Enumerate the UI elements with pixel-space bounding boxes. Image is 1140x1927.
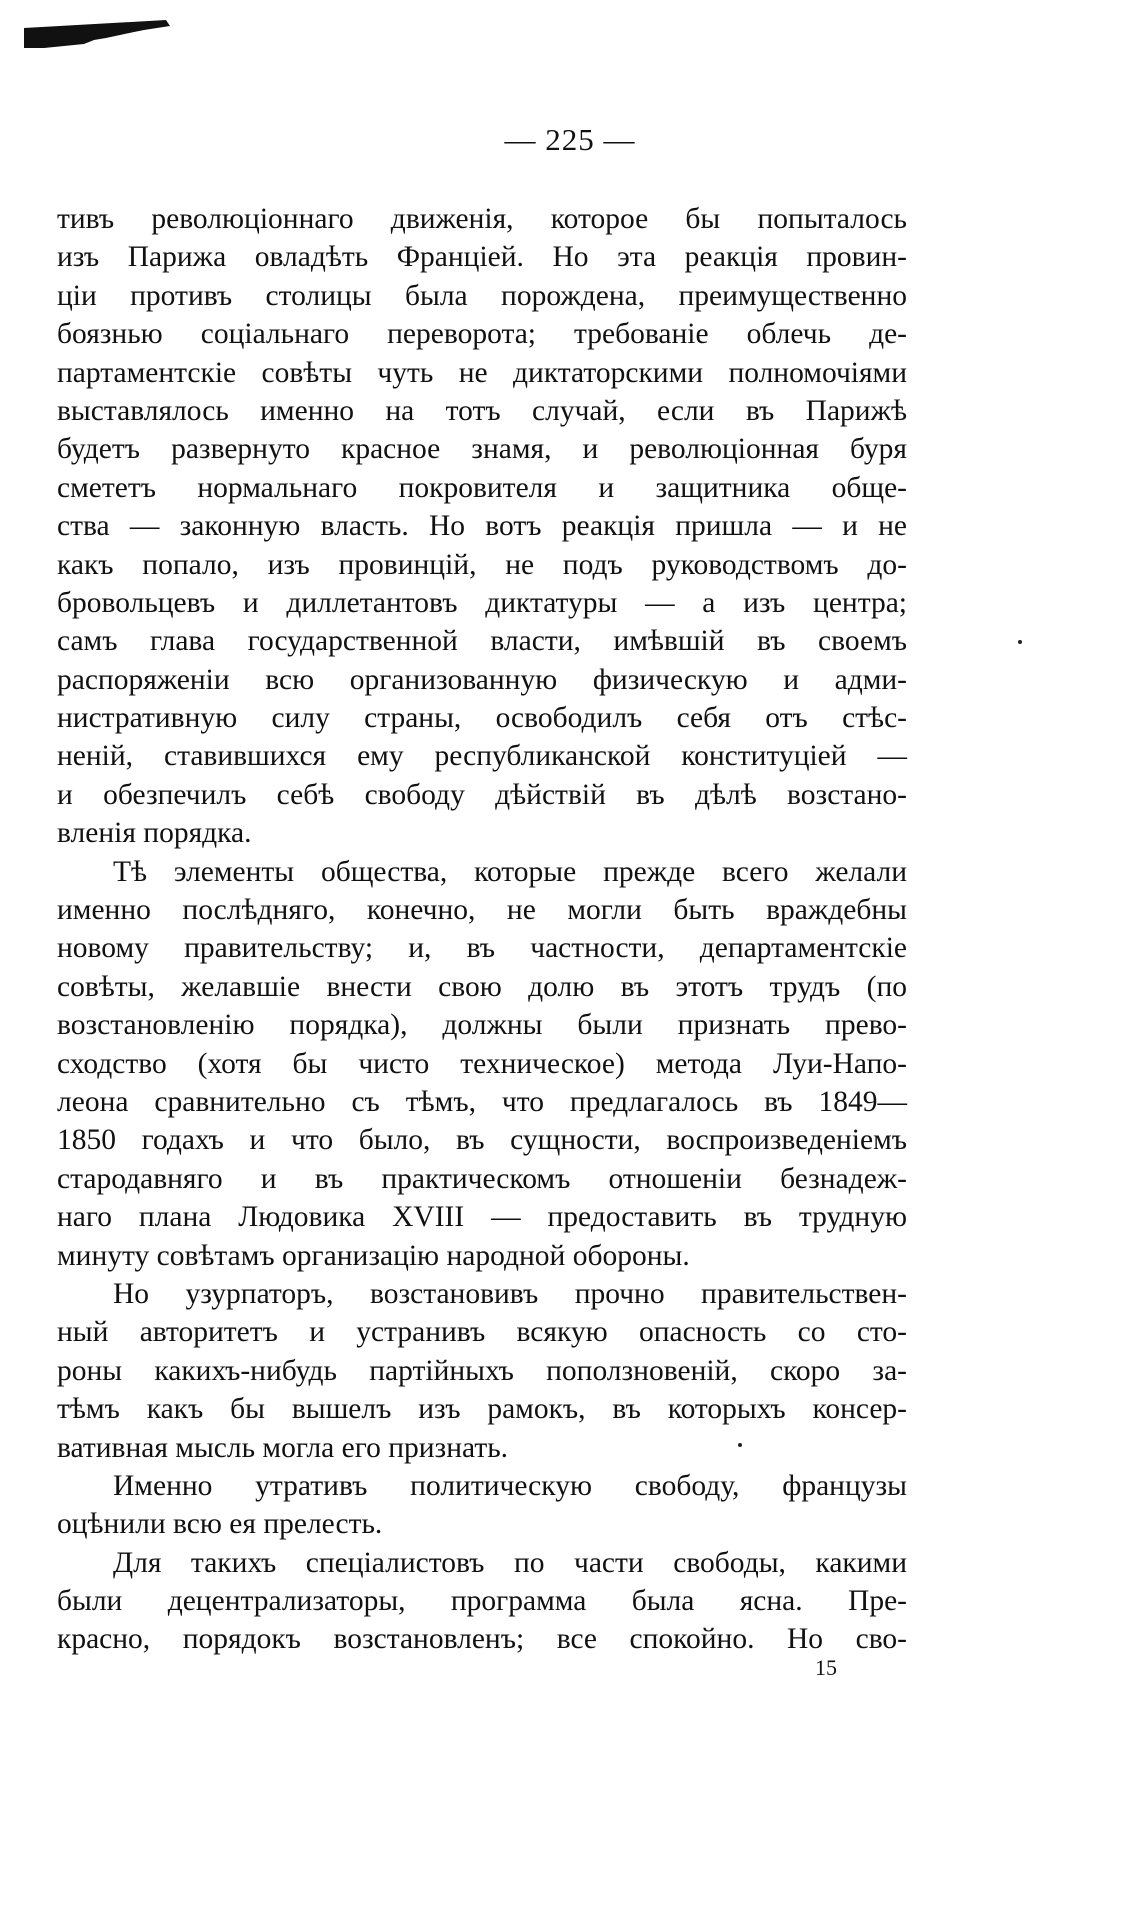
text-line: ный авторитетъ и устранивъ всякую опасность со сто- — [57, 1316, 907, 1349]
body-text — [57, 200, 907, 1659]
text-line: ціи противъ столицы была порождена, преимущественно — [57, 279, 907, 312]
text-line: выставлялось именно на тотъ случай, если въ Парижѣ — [57, 394, 907, 427]
text-line: бровольцевъ и диллетантовъ диктатуры — а изъ центра; — [57, 586, 907, 619]
scan-speck — [1018, 640, 1022, 644]
text-line: распоряженіи всю организованную физическую и адми- — [57, 663, 907, 696]
scan-speck — [738, 1443, 742, 1447]
text-line: именно послѣдняго, конечно, не могли быть враждебны — [57, 894, 907, 927]
text-line: Тѣ элементы общества, которые прежде всего желали — [113, 855, 907, 888]
text-line: смететъ нормальнаго покровителя и защитника обще- — [57, 471, 907, 504]
page-number: — 225 — — [504, 122, 636, 157]
text-line: вативная мысль могла его признать. — [57, 1431, 509, 1464]
text-line: вленія порядка. — [57, 817, 252, 850]
text-line: роны какихъ-нибудь партійныхъ поползновеній, скоро за- — [57, 1354, 907, 1387]
text-line: оцѣнили всю ея прелесть. — [57, 1508, 383, 1541]
text-line: леона сравнительно съ тѣмъ, что предлагалось въ 1849— — [57, 1085, 907, 1118]
text-line: и обезпечилъ себѣ свободу дѣйствій въ дѣлѣ возстано- — [57, 778, 907, 811]
text-line: Но узурпаторъ, возстановивъ прочно правительствен- — [113, 1277, 907, 1310]
text-line: минуту совѣтамъ организацію народной обороны. — [57, 1239, 690, 1272]
scan-ink-smudge — [24, 18, 174, 52]
text-line: Для такихъ спеціалистовъ по части свободы, какими — [113, 1546, 907, 1579]
signature-mark: 15 — [815, 1655, 837, 1680]
text-line: ства — законную власть. Но вотъ реакція пришла — и не — [57, 510, 907, 543]
text-line: тѣмъ какъ бы вышелъ изъ рамокъ, въ которыхъ консер- — [57, 1393, 907, 1426]
text-line: какъ попало, изъ провинцій, не подъ руководствомъ до- — [57, 548, 907, 581]
text-line: наго плана Людовика XVIII — предоставить въ трудную — [57, 1201, 907, 1234]
text-line: нистративную силу страны, освободилъ себя отъ стѣс- — [57, 702, 907, 735]
text-line: красно, порядокъ возстановленъ; все спокойно. Но сво- — [57, 1623, 907, 1656]
text-line: партаментскіе совѣты чуть не диктаторскими полномочіями — [57, 356, 907, 389]
text-line: тивъ революціоннаго движенія, которое бы попыталось — [57, 203, 907, 235]
text-line: сходство (хотя бы чисто техническое) метода Луи-Напо- — [57, 1047, 907, 1080]
text-line: боязнью соціальнаго переворота; требованіе облечь де- — [57, 318, 907, 351]
text-line: неній, ставившихся ему республиканской конституціей — — [57, 740, 907, 773]
text-line: самъ глава государственной власти, имѣвшій въ своемъ — [57, 625, 907, 658]
text-line: были децентрализаторы, программа была ясна. Пре- — [57, 1585, 907, 1618]
text-line: изъ Парижа овладѣть Франціей. Но эта реакція провин- — [57, 241, 907, 274]
text-line: стародавняго и въ практическомъ отношеніи безнадеж- — [57, 1162, 907, 1195]
text-line: возстановленію порядка), должны были признать прево- — [57, 1009, 907, 1042]
text-line: 1850 годахъ и что было, въ сущности, воспроизведеніемъ — [57, 1124, 907, 1157]
text-line: Именно утративъ политическую свободу, французы — [113, 1469, 907, 1502]
text-line: будетъ развернуто красное знамя, и революціонная буря — [57, 433, 907, 466]
text-line: совѣты, желавшіе внести свою долю въ этотъ трудъ (по — [57, 970, 907, 1003]
text-line: новому правительству; и, въ частности, департаментскіе — [57, 932, 907, 965]
